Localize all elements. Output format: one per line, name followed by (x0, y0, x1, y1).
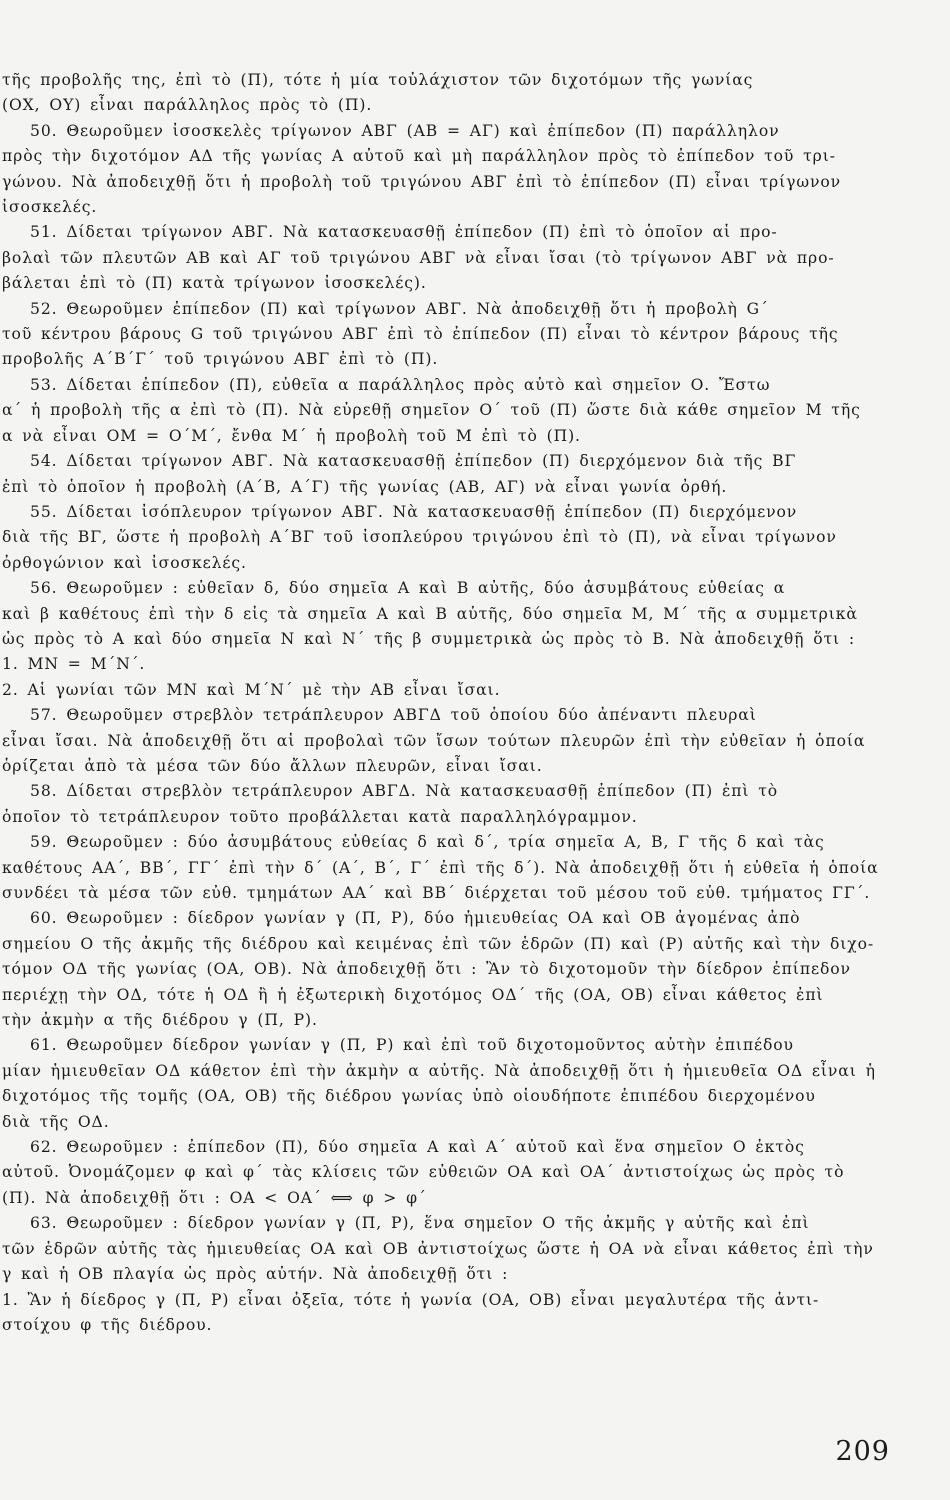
text-line: 58. Δίδεται στρεβλὸν τετράπλευρον ΑΒΓΔ. Νὰ κατασκευασθῇ ἐπίπεδον (Π) ἐπὶ τὸ (30, 782, 779, 801)
text-line: τὴν ἀκμὴν α τῆς διέδρου γ (Π, Ρ). (2, 1011, 318, 1030)
text-line: 51. Δίδεται τρίγωνον ΑΒΓ. Νὰ κατασκευασθῇ ἐπίπεδον (Π) ἐπὶ τὸ ὁποῖον αἱ προ- (30, 223, 778, 242)
text-line: τοῦ κέντρου βάρους G τοῦ τριγώνου ΑΒΓ ἐπὶ τὸ ἐπίπεδον (Π) εἶναι τὸ κέντρον βάρους τῆς (2, 325, 839, 344)
text-line: 52. Θεωροῦμεν ἐπίπεδον (Π) καὶ τρίγωνον ΑΒΓ. Νὰ ἀποδειχθῇ ὅτι ἡ προβολὴ G΄ (30, 299, 769, 318)
text-line: (ΟΧ, ΟΥ) εἶναι παράλληλος πρὸς τὸ (Π). (2, 96, 373, 115)
text-line: διχοτόμος τῆς τομῆς (ΟΑ, ΟΒ) τῆς διέδρου γωνίας ὑπὸ οἱουδήποτε ἐπιπέδου διερχομένου (2, 1087, 816, 1106)
text-line: α νὰ εἶναι ΟΜ = Ο΄Μ΄, ἔνθα Μ΄ ἡ προβολὴ τοῦ Μ ἐπὶ τὸ (Π). (2, 426, 581, 445)
text-line: βάλεται ἐπὶ τὸ (Π) κατὰ τρίγωνον ἰσοσκελές). (2, 274, 427, 293)
text-line: 61. Θεωροῦμεν δίεδρον γωνίαν γ (Π, Ρ) καὶ ἐπὶ τοῦ διχοτομοῦντος αὐτὴν ἐπιπέδου (30, 1036, 794, 1055)
text-line: βολαὶ τῶν πλευτῶν ΑΒ καὶ ΑΓ τοῦ τριγώνου ΑΒΓ νὰ εἶναι ἴσαι (τὸ τρίγωνον ΑΒΓ νὰ προ- (2, 248, 835, 267)
text-line: εἶναι ἴσαι. Νὰ ἀποδειχθῇ ὅτι αἱ προβολαὶ τῶν ἴσων τούτων πλευρῶν ἐπὶ τὴν εὐθεῖαν ἡ ὁποία (2, 731, 866, 750)
text-line: ὡς πρὸς τὸ Α καὶ δύο σημεῖα Ν καὶ Ν΄ τῆς β συμμετρικὰ ὡς πρὸς τὸ Β. Νὰ ἀποδειχθῇ ὅτι : (2, 629, 856, 648)
text-line: 62. Θεωροῦμεν : ἐπίπεδον (Π), δύο σημεῖα Α καὶ Α΄ αὐτοῦ καὶ ἕνα σημεῖον Ο ἐκτὸς (30, 1138, 805, 1157)
text-line: 59. Θεωροῦμεν : δύο ἀσυμβάτους εὐθείας δ καὶ δ΄, τρία σημεῖα Α, Β, Γ τῆς δ καὶ τὰς (30, 833, 825, 852)
text-line: σημείου Ο τῆς ἀκμῆς τῆς διέδρου καὶ κειμένας ἐπὶ τῶν ἑδρῶν (Π) καὶ (Ρ) αὐτῆς καὶ τὴν διχο- (2, 934, 875, 953)
text-line: 1. ΜΝ = Μ΄Ν΄. (2, 655, 146, 674)
text-line: πρὸς τὴν διχοτόμον ΑΔ τῆς γωνίας Α αὐτοῦ καὶ μὴ παράλληλον πρὸς τὸ ἐπίπεδον τοῦ τρι- (2, 147, 836, 166)
text-line: 63. Θεωροῦμεν : δίεδρον γωνίαν γ (Π, Ρ), ἕνα σημεῖον Ο τῆς ἀκμῆς γ αὐτῆς καὶ ἐπὶ (30, 1214, 810, 1233)
text-line: 56. Θεωροῦμεν : εὐθεῖαν δ, δύο σημεῖα Α καὶ Β αὐτῆς, δύο ἀσυμβάτους εὐθείας α (30, 579, 786, 598)
text-line: γώνου. Νὰ ἀποδειχθῇ ὅτι ἡ προβολὴ τοῦ τριγώνου ΑΒΓ ἐπὶ τὸ ἐπίπεδον (Π) εἶναι τρίγωνον (2, 172, 842, 191)
text-line: μίαν ἡμιευθεῖαν ΟΔ κάθετον ἐπὶ τὴν ἀκμὴν α αὐτῆς. Νὰ ἀποδειχθῇ ὅτι ἡ ἡμιευθεῖα ΟΔ εἶναι ἡ (2, 1061, 876, 1080)
text-line: ὀρθογώνιον καὶ ἰσοσκελές. (2, 553, 247, 572)
text-line: διὰ τῆς ΟΔ. (2, 1112, 110, 1131)
text-line: (Π). Νὰ ἀποδειχθῇ ὅτι : ΟΑ < ΟΑ΄ ⟺ φ > φ΄ (2, 1188, 427, 1207)
text-line: ἐπὶ τὸ ὁποῖον ἡ προβολὴ (Α΄Β, Α΄Γ) τῆς γωνίας (ΑΒ, ΑΓ) νὰ εἶναι γωνία ὀρθή. (2, 477, 728, 496)
page-number: 209 (835, 1436, 890, 1467)
text-line: αὐτοῦ. Ὀνομάζομεν φ καὶ φ΄ τὰς κλίσεις τῶν εὐθειῶν ΟΑ καὶ ΟΑ΄ ἀντιστοίχως ὡς πρὸς τὸ (2, 1163, 845, 1182)
text-line: διὰ τῆς ΒΓ, ὥστε ἡ προβολὴ Α΄ΒΓ τοῦ ἰσοπλεύρου τριγώνου ἐπὶ τὸ (Π), νὰ εἶναι τρίγωνον (2, 528, 837, 547)
text-line: γ καὶ ἡ ΟΒ πλαγία ὡς πρὸς αὐτήν. Νὰ ἀποδειχθῇ ὅτι : (2, 1265, 509, 1284)
text-line: τῆς προβολῆς της, ἐπὶ τὸ (Π), τότε ἡ μία τοὐλάχιστον τῶν διχοτόμων τῆς γωνίας (2, 71, 754, 89)
text-line: 60. Θεωροῦμεν : δίεδρον γωνίαν γ (Π, Ρ), δύο ἡμιευθείας ΟΑ καὶ ΟΒ ἀγομένας ἀπὸ (30, 909, 801, 928)
text-line: τῶν ἑδρῶν αὐτῆς τὰς ἡμιευθείας ΟΑ καὶ ΟΒ ἀντιστοίχως ὥστε ἡ ΟΑ νὰ εἶναι κάθετος ἐπὶ τὴν (2, 1239, 874, 1258)
exercise-text (0, 68, 886, 1338)
text-line: 54. Δίδεται τρίγωνον ΑΒΓ. Νὰ κατασκευασθῇ ἐπίπεδον (Π) διερχόμενον διὰ τῆς ΒΓ (30, 452, 797, 471)
text-line: περιέχῃ τὴν ΟΔ, τότε ἡ ΟΔ ἢ ἡ ἐξωτερικὴ διχοτόμος ΟΔ΄ τῆς (ΟΑ, ΟΒ) εἶναι κάθετος ἐπὶ (2, 985, 824, 1004)
text-line: καὶ β καθέτους ἐπὶ τὴν δ εἰς τὰ σημεῖα Α καὶ Β αὐτῆς, δύο σημεῖα Μ, Μ΄ τῆς α συμμετρικὰ (2, 604, 858, 623)
text-line: προβολῆς Α΄Β΄Γ΄ τοῦ τριγώνου ΑΒΓ ἐπὶ τὸ (Π). (2, 350, 439, 369)
text-line: 57. Θεωροῦμεν στρεβλὸν τετράπλευρον ΑΒΓΔ τοῦ ὁποίου δύο ἀπέναντι πλευραὶ (30, 706, 757, 725)
text-line: τόμον ΟΔ τῆς γωνίας (ΟΑ, ΟΒ). Νὰ ἀποδειχθῇ ὅτι : Ἂν τὸ διχοτομοῦν τὴν δίεδρον ἐπίπεδον (2, 960, 851, 979)
text-line: καθέτους ΑΑ΄, ΒΒ΄, ΓΓ΄ ἐπὶ τὴν δ΄ (Α΄, Β΄, Γ΄ ἐπὶ τῆς δ΄). Νὰ ἀποδειχθῇ ὅτι ἡ εὐθεῖα ἡ ὁποία (2, 858, 879, 877)
text-line: ὁποῖον τὸ τετράπλευρον τοῦτο προβάλλεται κατὰ παραλληλόγραμμον. (2, 807, 638, 826)
text-line: στοίχου φ τῆς διέδρου. (2, 1315, 213, 1334)
text-line: 53. Δίδεται ἐπίπεδον (Π), εὐθεῖα α παράλληλος πρὸς αὐτὸ καὶ σημεῖον Ο. Ἔστω (30, 375, 771, 394)
text-line: ἰσοσκελές. (2, 198, 98, 217)
text-line: 50. Θεωροῦμεν ἰσοσκελὲς τρίγωνον ΑΒΓ (ΑΒ = ΑΓ) καὶ ἐπίπεδον (Π) παράλληλον (30, 121, 780, 140)
text-line: συνδέει τὰ μέσα τῶν εὐθ. τμημάτων ΑΑ΄ καὶ ΒΒ΄ διέρχεται τοῦ μέσου τοῦ εὐθ. τμήματος ΓΓ΄. (2, 884, 871, 902)
text-line: 2. Αἱ γωνίαι τῶν ΜΝ καὶ Μ΄Ν΄ μὲ τὴν ΑΒ εἶναι ἴσαι. (2, 680, 501, 699)
text-line: ὁρίζεται ἀπὸ τὰ μέσα τῶν δύο ἄλλων πλευρῶν, εἶναι ἴσαι. (2, 756, 543, 775)
text-line: 1. Ἂν ἡ δίεδρος γ (Π, Ρ) εἶναι ὀξεῖα, τότε ἡ γωνία (ΟΑ, ΟΒ) εἶναι μεγαλυτέρα τῆς ἀντι- (2, 1290, 820, 1309)
text-line: 55. Δίδεται ἰσόπλευρον τρίγωνον ΑΒΓ. Νὰ κατασκευασθῇ ἐπίπεδον (Π) διερχόμενον (30, 502, 798, 521)
text-line: α΄ ἡ προβολὴ τῆς α ἐπὶ τὸ (Π). Νὰ εὑρεθῇ σημεῖον Ο΄ τοῦ (Π) ὥστε διὰ κάθε σημεῖον Μ τῆς (2, 401, 861, 420)
